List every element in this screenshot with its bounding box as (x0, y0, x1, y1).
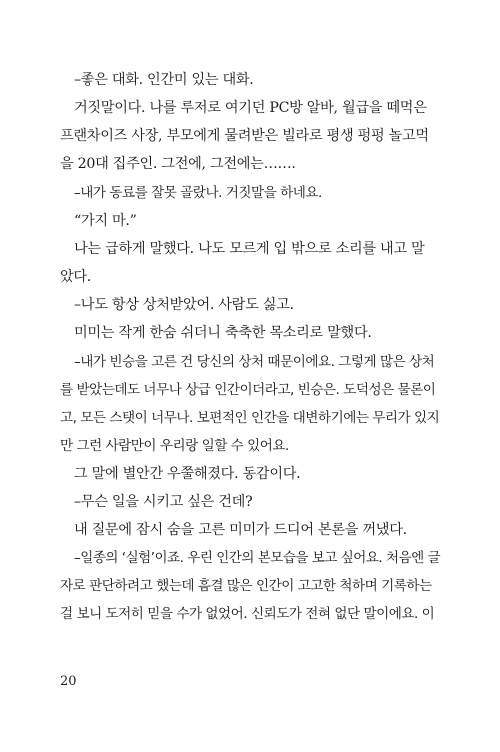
text-line: 았다. (60, 269, 92, 285)
text-line: 만 그런 사람만이 우리랑 일할 수 있어요. (60, 438, 289, 454)
text-line: –내가 빈승을 고른 건 당신의 상처 때문이에요. 그렇게 많은 상처 (74, 354, 435, 370)
text-line: 프랜차이즈 사장, 부모에게 물려받은 빌라로 평생 펑펑 놀고먹 (60, 128, 429, 144)
text-line: –일종의 ‘실험’이죠. 우린 인간의 본모습을 보고 싶어요. 처음엔 글 (74, 550, 441, 566)
page-number: 20 (60, 674, 77, 689)
text-line: 를 받았는데도 너무나 상급 인간이더라고, 빈승은. 도덕성은 물론이 (60, 382, 436, 398)
text-line: –무슨 일을 시키고 싶은 건데? (74, 494, 253, 510)
text-line: 내 질문에 잠시 숨을 고른 미미가 드디어 본론을 꺼냈다. (74, 522, 407, 538)
text-line: 자로 판단하려고 했는데 흠결 많은 인간이 고고한 척하며 기록하는 (60, 578, 432, 594)
text-line: –내가 동료를 잘못 골랐나. 거짓말을 하네요. (74, 185, 322, 201)
text-line: “가지 마.” (74, 213, 137, 229)
text-line: 미미는 작게 한숨 쉬더니 축축한 목소리로 말했다. (74, 325, 372, 341)
text-line: 거짓말이다. 나를 루저로 여기던 PC방 알바, 월급을 떼먹은 (74, 100, 427, 116)
text-line: 걸 보니 도저히 믿을 수가 없었어. 신뢰도가 전혀 없단 말이에요. 이 (60, 606, 435, 622)
text-line: 나는 급하게 말했다. 나도 모르게 입 밖으로 소리를 내고 말 (74, 241, 425, 257)
text-line: 고, 모든 스탯이 너무나. 보편적인 인간을 대변하기에는 무리가 있지 (60, 410, 440, 426)
text-line: 그 말에 별안간 우쭐해졌다. 동감이다. (74, 466, 301, 482)
text-line: –나도 항상 상처받았어. 사람도 싫고. (74, 297, 294, 313)
text-line: –좋은 대화. 인간미 있는 대화. (74, 72, 254, 88)
text-line: 을 20대 집주인. 그전에, 그전에는……. (60, 156, 296, 172)
